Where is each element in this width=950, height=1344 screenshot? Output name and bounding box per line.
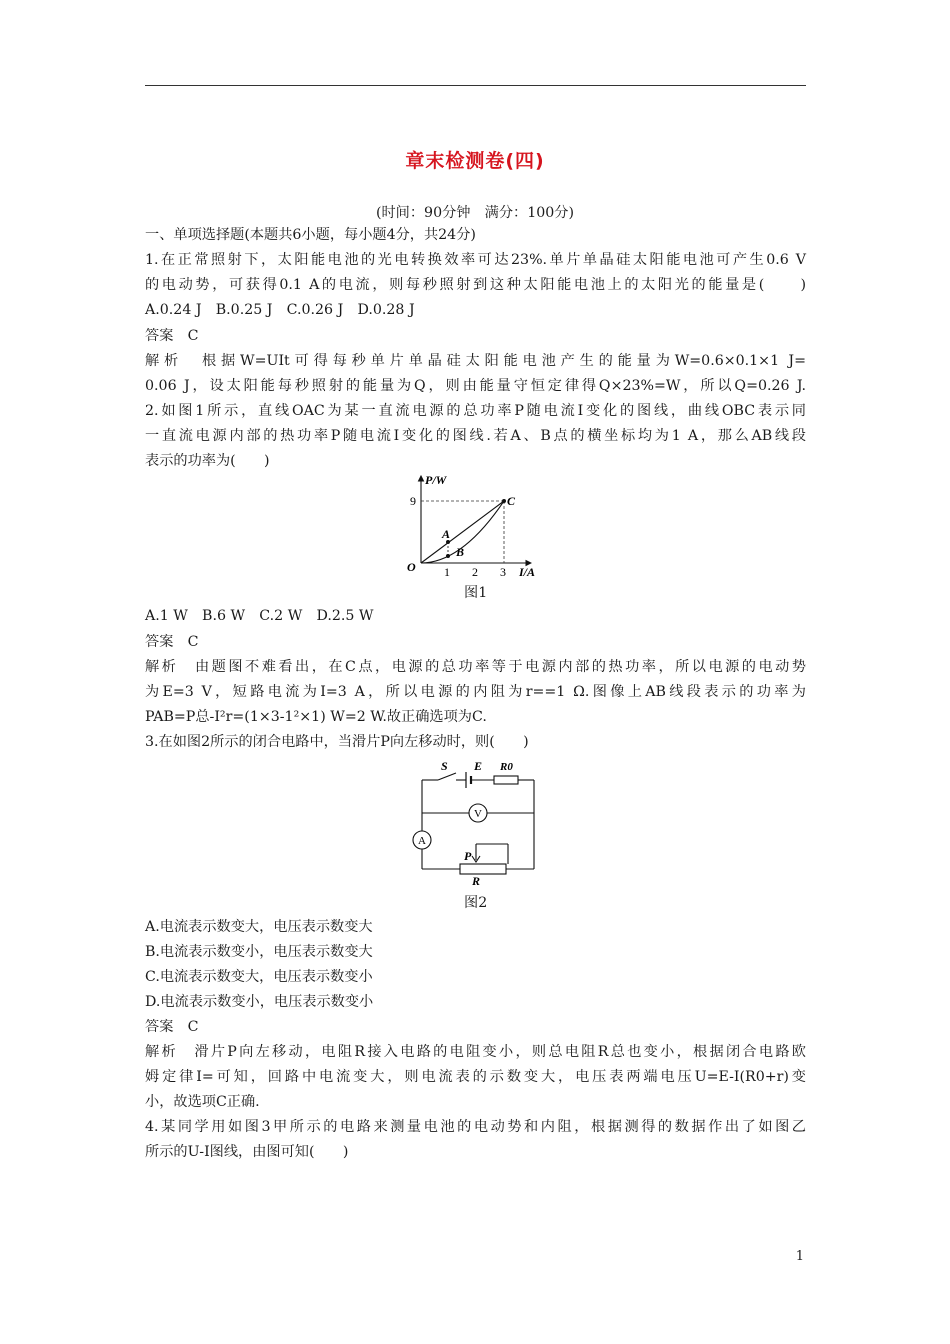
y-axis-label: P/W bbox=[425, 473, 447, 487]
q4-stem-line-1: 4.某同学用如图3甲所示的电路来测量电池的电动势和内阻，根据测得的数据作出了如图乙 bbox=[145, 1119, 806, 1135]
label-r: R bbox=[472, 874, 481, 886]
q4-stem-line-2: 所示的U-I图线，由图可知( ) bbox=[145, 1144, 349, 1160]
point-b bbox=[446, 554, 450, 558]
q3-explanation-line-2: 姆定律I=可知，回路中电流变大，则电流表的示数变大，电压表两端电压U=E-I(R0+r)变 bbox=[145, 1069, 806, 1085]
point-c bbox=[502, 499, 506, 503]
q2-stem-line-3: 表示的功率为( ) bbox=[145, 453, 270, 469]
label-b: B bbox=[456, 545, 465, 559]
q3-explanation-line-3: 小，故选项C正确. bbox=[145, 1094, 260, 1110]
figure-2-caption: 图2 bbox=[464, 895, 488, 911]
exam-info: (时间：90分钟 满分：100分) bbox=[375, 205, 575, 221]
section-heading: 一、单项选择题(本题共6小题，每小题4分，共24分) bbox=[145, 227, 476, 243]
label-r0: R0 bbox=[500, 761, 513, 773]
rheostat-r bbox=[460, 864, 506, 874]
page-number: 1 bbox=[795, 1249, 804, 1264]
x-axis-label: I/A bbox=[519, 565, 536, 579]
slider-p bbox=[472, 844, 480, 862]
header-rule bbox=[145, 85, 806, 86]
q3-explanation-line-1: 解析 滑片P向左移动，电阻R接入电路的电阻变小，则总电阻R总也变小，根据闭合电路欧 bbox=[145, 1044, 806, 1060]
label-s: S bbox=[441, 759, 448, 773]
figure-1-power-graph bbox=[400, 470, 550, 580]
q2-stem-line-2: 一直流电源内部的热功率P随电流I变化的图线.若A、B点的横坐标均为1 A，那么AB线段 bbox=[145, 428, 806, 444]
label-p: P bbox=[464, 849, 472, 863]
switch-s bbox=[438, 773, 456, 780]
q3-option-d: D.电流表示数变小，电压表示数变小 bbox=[145, 994, 374, 1010]
figure-1-caption: 图1 bbox=[464, 585, 488, 601]
voltmeter-symbol: V bbox=[474, 808, 482, 820]
q2-options: A.1 W B.6 W C.2 W D.2.5 W bbox=[145, 608, 374, 624]
q2-explanation-line-3: PAB=P总-I²r=(1×3-1²×1) W=2 W.故正确选项为C. bbox=[145, 709, 487, 725]
q2-answer: 答案 C bbox=[145, 634, 199, 650]
q3-option-c: C.电流表示数变大，电压表示数变小 bbox=[145, 969, 373, 985]
label-c: C bbox=[507, 494, 516, 508]
q1-stem-line-1: 1.在正常照射下，太阳能电池的光电转换效率可达23%.单片单晶硅太阳能电池可产生0.6 V bbox=[145, 252, 806, 268]
q1-options: A.0.24 J B.0.25 J C.0.26 J D.0.28 J bbox=[145, 302, 415, 318]
figure-2-circuit bbox=[408, 756, 543, 886]
x-tick-3: 3 bbox=[500, 565, 506, 579]
q1-explanation-line-1: 解析 根据W=UIt可得每秒单片单晶硅太阳能电池产生的能量为W=0.6×0.1×1 J= bbox=[145, 353, 806, 369]
resistor-r0 bbox=[494, 776, 518, 784]
ammeter-symbol: A bbox=[418, 835, 426, 847]
y-tick-9: 9 bbox=[410, 494, 416, 508]
label-e: E bbox=[474, 759, 483, 773]
q1-explanation-line-2: 0.06 J，设太阳能每秒照射的能量为Q，则由能量守恒定律得Q×23%=W，所以Q=0.26 J. bbox=[145, 378, 806, 394]
page-title: 章末检测卷(四) bbox=[405, 150, 545, 172]
q3-answer: 答案 C bbox=[145, 1019, 199, 1035]
label-a: A bbox=[442, 527, 451, 541]
x-tick-2: 2 bbox=[472, 565, 478, 579]
q2-explanation-line-1: 解析 由题图不难看出，在C点，电源的总功率等于电源内部的热功率，所以电源的电动势 bbox=[145, 659, 806, 675]
q2-explanation-line-2: 为E=3 V，短路电流为I=3 A，所以电源的内阻为r==1 Ω.图像上AB线段表示的功率为 bbox=[145, 684, 806, 700]
x-tick-1: 1 bbox=[444, 565, 450, 579]
q3-option-a: A.电流表示数变大，电压表示数变大 bbox=[145, 919, 373, 935]
q1-stem-line-2: 的电动势，可获得0.1 A的电流，则每秒照射到这种太阳能电池上的太阳光的能量是( ) bbox=[145, 277, 806, 293]
origin-label: O bbox=[407, 560, 416, 574]
q3-stem: 3.在如图2所示的闭合电路中，当滑片P向左移动时，则( ) bbox=[145, 734, 529, 750]
q2-stem-line-1: 2.如图1所示，直线OAC为某一直流电源的总功率P随电流I变化的图线，曲线OBC表示同 bbox=[145, 403, 806, 419]
q3-option-b: B.电流表示数变小，电压表示数变大 bbox=[145, 944, 373, 960]
q1-answer: 答案 C bbox=[145, 328, 199, 344]
